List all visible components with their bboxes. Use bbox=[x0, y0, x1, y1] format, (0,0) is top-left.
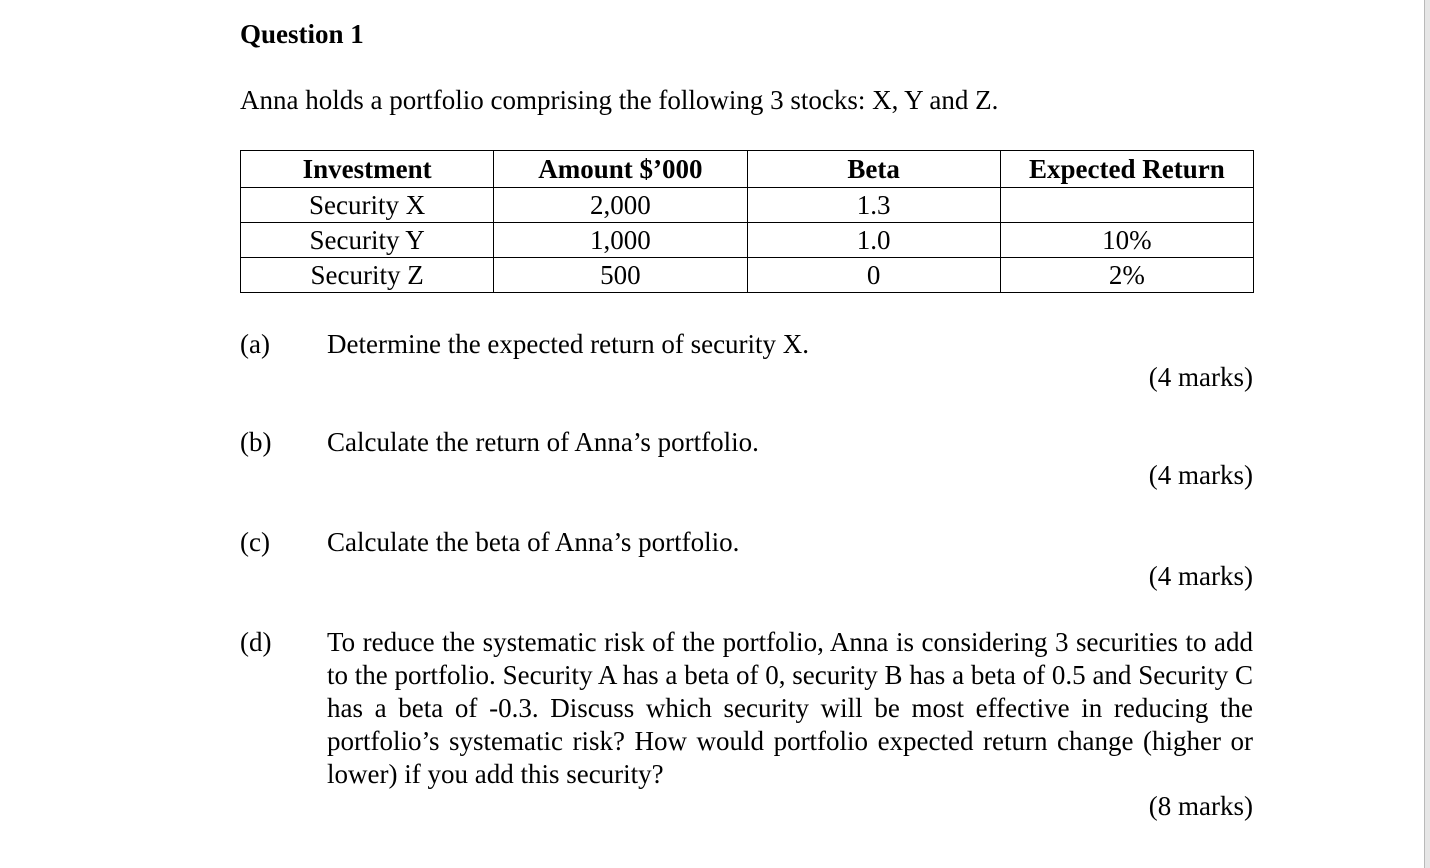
part-a-text: Determine the expected return of security X. bbox=[327, 329, 810, 359]
part-b-marks: (4 marks) bbox=[1148, 460, 1253, 490]
part-d-letter: (d) bbox=[240, 627, 272, 657]
cell-investment: Security X bbox=[241, 188, 494, 223]
cell-beta: 0 bbox=[747, 258, 1000, 293]
cell-beta: 1.3 bbox=[747, 188, 1000, 223]
part-a-letter: (a) bbox=[240, 329, 270, 359]
part-c-marks: (4 marks) bbox=[1148, 561, 1253, 591]
cell-investment: Security Z bbox=[241, 258, 494, 293]
cell-investment: Security Y bbox=[241, 223, 494, 258]
cell-amount: 2,000 bbox=[494, 188, 747, 223]
table-header-row bbox=[241, 151, 1254, 188]
part-a-marks: (4 marks) bbox=[1148, 362, 1253, 392]
header-amount: Amount $’000 bbox=[494, 151, 747, 188]
table-row bbox=[241, 223, 1254, 258]
cell-expected-return: 10% bbox=[1000, 223, 1253, 258]
part-b-text: Calculate the return of Anna’s portfolio. bbox=[327, 427, 759, 457]
table-row bbox=[241, 258, 1254, 293]
cell-beta: 1.0 bbox=[747, 223, 1000, 258]
part-d-text: To reduce the systematic risk of the portfolio, Anna is considering 3 securities to add to the portfolio. Security A has a beta of 0, security B has a beta of 0.5 and Security C has a beta of -0.3. Discuss which security will be most effective in reducing the portfolio’s systematic risk? How would portfolio expected return change (higher or lower) if you add this security? bbox=[327, 627, 1253, 789]
cell-expected-return bbox=[1000, 188, 1253, 223]
question-title: Question 1 bbox=[240, 19, 364, 49]
cell-expected-return: 2% bbox=[1000, 258, 1253, 293]
part-b-letter: (b) bbox=[240, 427, 272, 457]
part-d-marks: (8 marks) bbox=[1148, 791, 1253, 821]
holdings-table bbox=[240, 150, 1254, 293]
cell-amount: 500 bbox=[494, 258, 747, 293]
table-row bbox=[241, 188, 1254, 223]
question-intro: Anna holds a portfolio comprising the following 3 stocks: X, Y and Z. bbox=[240, 85, 999, 115]
part-c-text: Calculate the beta of Anna’s portfolio. bbox=[327, 527, 740, 557]
cell-amount: 1,000 bbox=[494, 223, 747, 258]
header-investment: Investment bbox=[241, 151, 494, 188]
part-c-letter: (c) bbox=[240, 527, 270, 557]
page-edge bbox=[1424, 0, 1430, 868]
header-beta: Beta bbox=[747, 151, 1000, 188]
header-expected-return: Expected Return bbox=[1000, 151, 1253, 188]
